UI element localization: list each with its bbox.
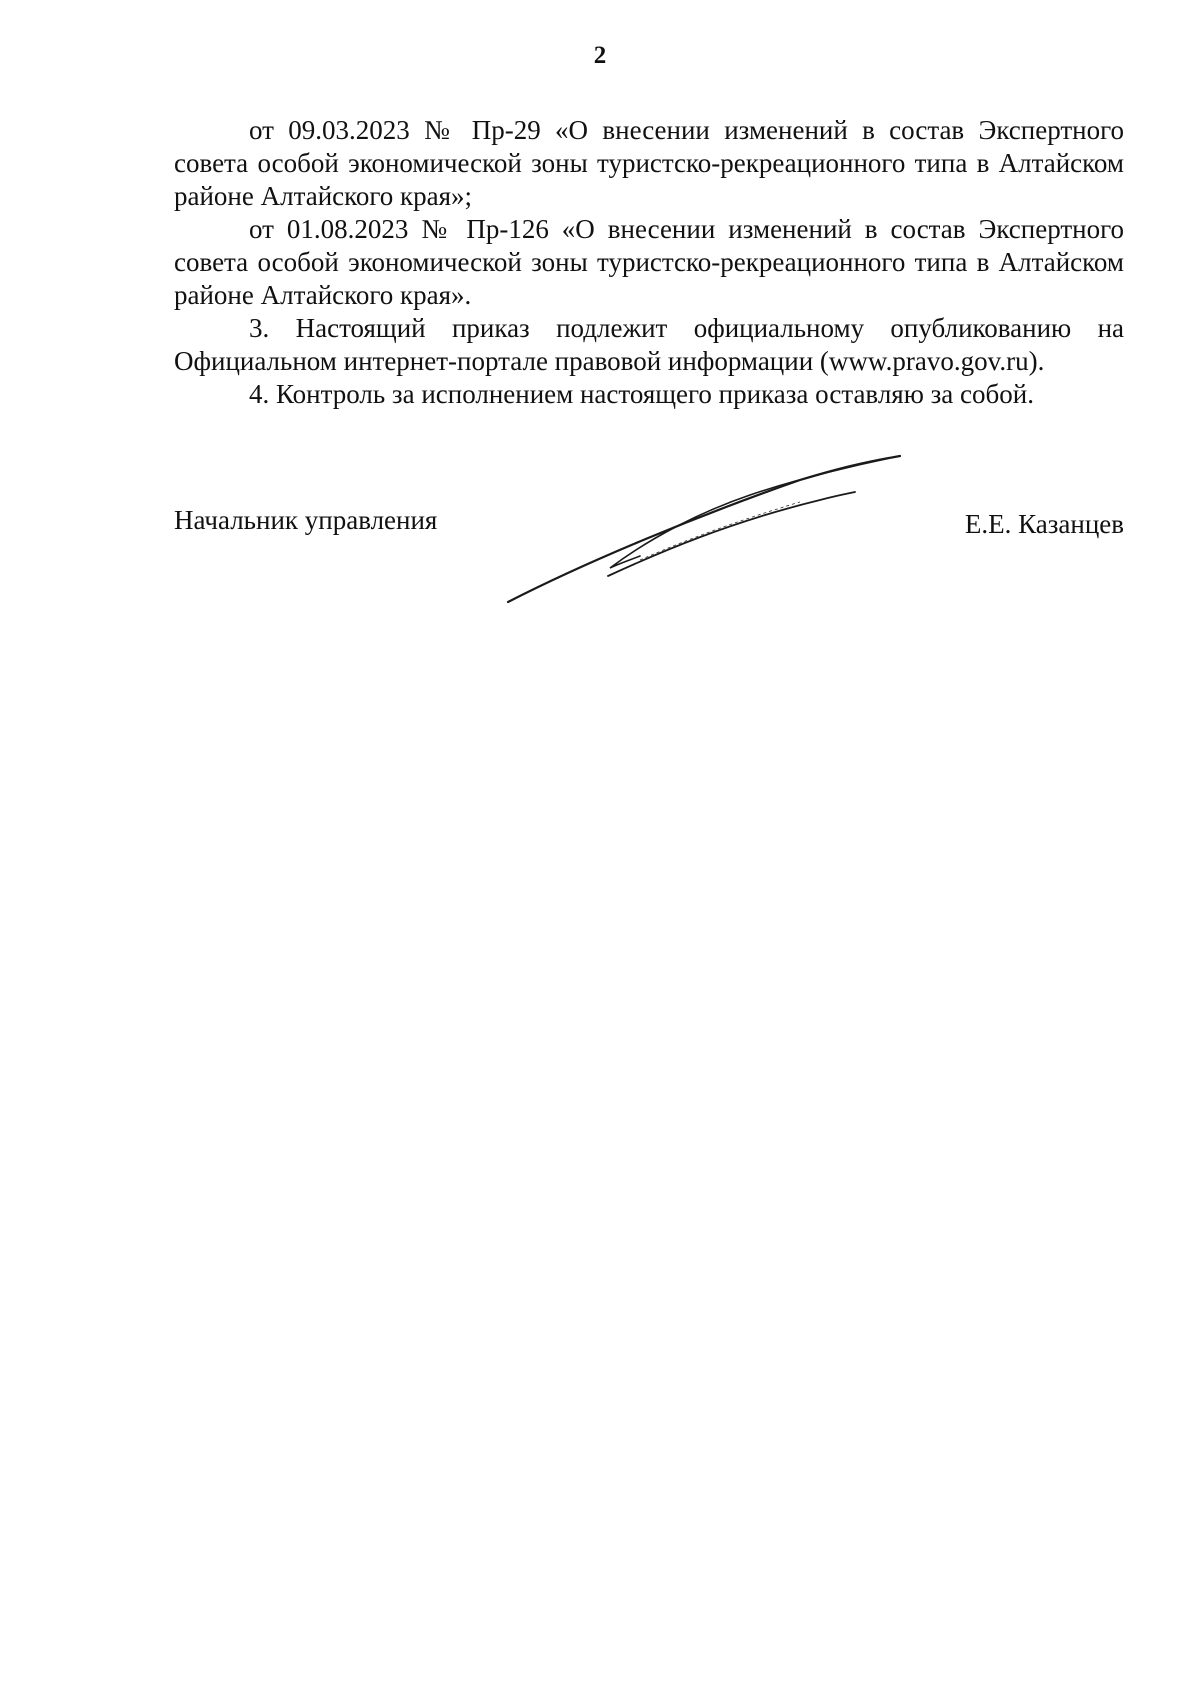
paragraph-order-pr-126: от 01.08.2023 № Пр-126 «О внесении изменений в состав Экспертного совета особой экономической зоны туристско-рекреационного типа в Алтайском районе Алтайского края». (174, 214, 1124, 310)
document-body (174, 114, 1124, 411)
paragraph-publication: 3. Настоящий приказ подлежит официальному опубликованию на Официальном интернет-портале правовой информации (www.pravo.gov.ru). (174, 313, 1124, 376)
paragraph-control: 4. Контроль за исполнением настоящего приказа оставляю за собой. (249, 379, 1034, 409)
page-number: 2 (593, 42, 607, 69)
paragraph-order-pr-29: от 09.03.2023 № Пр-29 «О внесении изменений в состав Экспертного совета особой экономической зоны туристско-рекреационного типа в Алтайском районе Алтайского края»; (174, 115, 1124, 211)
handwritten-signature (500, 440, 920, 620)
signatory-position: Начальник управления (174, 505, 438, 535)
signatory-name: Е.Е. Казанцев (964, 509, 1124, 539)
